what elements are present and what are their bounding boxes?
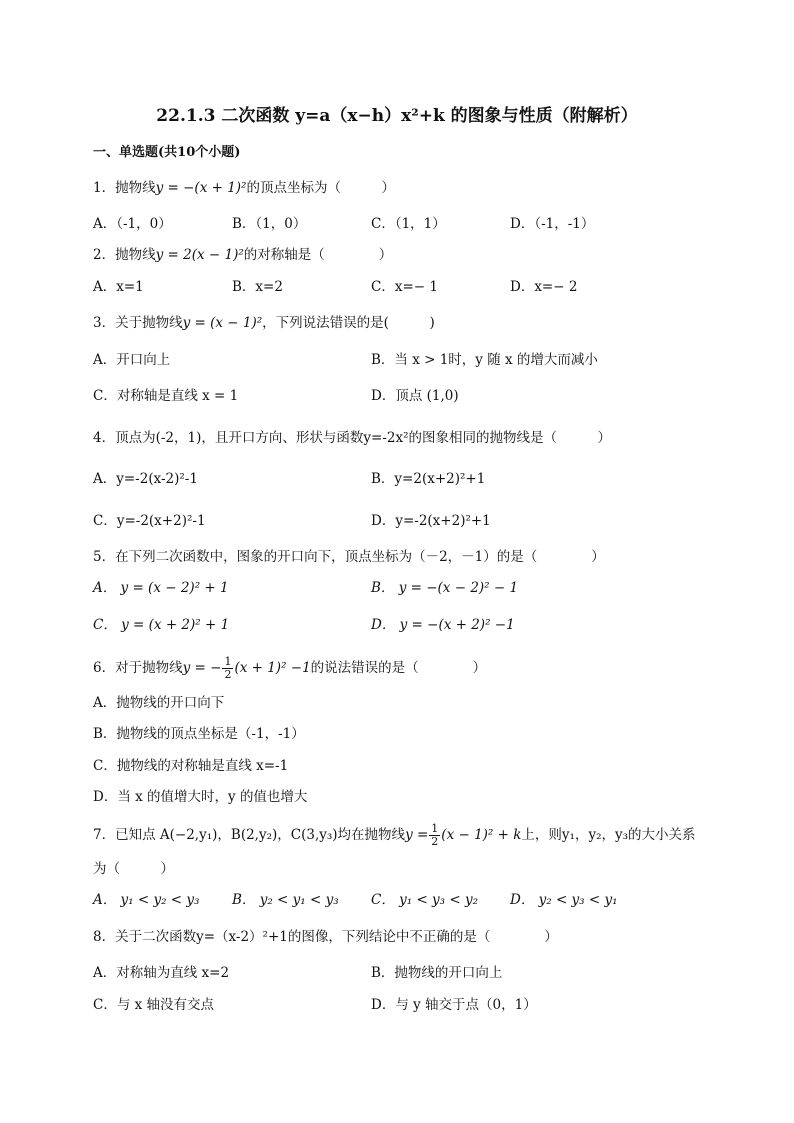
q2-text-post: 的对称轴是（ ）: [243, 247, 393, 263]
q4-option-d[interactable]: D．y=-2(x+2)²+1: [371, 513, 491, 529]
q1-text-post: 的顶点坐标为（ ）: [246, 180, 395, 196]
q7-fraction: [429, 823, 440, 848]
question-7-stem: [93, 823, 696, 848]
q6-formula-a: y = −: [182, 660, 222, 676]
q7-fraction-numerator: 1: [431, 822, 439, 835]
q8-option-d[interactable]: D．与 y 轴交于点（0，1）: [371, 997, 537, 1013]
q3-text-post: ，下列说法错误的是( ): [262, 315, 435, 331]
q7-option-d[interactable]: D． y₂ < y₃ < y₁: [510, 892, 618, 908]
q3-option-a[interactable]: A．开口向上: [93, 352, 171, 368]
q6-formula-b: (x + 1)² −1: [234, 660, 311, 676]
q7-fraction-denominator: 2: [431, 835, 439, 848]
question-4-stem: 4．顶点为(-2，1)，且开口方向、形状与函数y=-2x²的图象相同的抛物线是（ ）: [93, 430, 611, 446]
question-8-stem: 8．关于二次函数y=（x-2）²+1的图像，下列结论中不正确的是（ ）: [93, 929, 558, 945]
q5-option-c[interactable]: C． y = (x + 2)² + 1: [93, 617, 230, 633]
q3-option-c[interactable]: C．对称轴是直线 x = 1: [93, 388, 239, 404]
q6-text-post: 的说法错误的是（ ）: [310, 660, 487, 676]
q7-formula-b: (x − 1)² + k: [441, 827, 522, 843]
question-2-stem: [93, 246, 392, 264]
q7-formula-a: y =: [405, 827, 429, 843]
q7-option-b[interactable]: B． y₂ < y₁ < y₃: [232, 892, 339, 908]
q3-text-pre: 3．关于抛物线: [93, 315, 183, 331]
question-6-stem: [93, 656, 486, 681]
q3-option-b[interactable]: B．当 x > 1时，y 随 x 的增大而减小: [371, 352, 598, 368]
q6-fraction: [222, 656, 233, 681]
q8-option-b[interactable]: B．抛物线的开口向上: [371, 965, 503, 981]
q6-fraction-denominator: 2: [224, 668, 232, 681]
q1-formula: y = −(x + 1)²: [155, 180, 247, 196]
page-title: 22.1.3 二次函数 y=a（x−h）x²+k 的图象与性质（附解析）: [156, 106, 638, 126]
q4-option-b[interactable]: B．y=2(x+2)²+1: [371, 471, 486, 487]
q4-option-c[interactable]: C．y=-2(x+2)²-1: [93, 513, 206, 529]
q8-option-c[interactable]: C．与 x 轴没有交点: [93, 997, 215, 1013]
q1-text-pre: 1．抛物线: [93, 180, 156, 196]
q1-option-b[interactable]: B．（1，0）: [232, 216, 307, 232]
q1-option-c[interactable]: C．（1，1）: [371, 216, 446, 232]
q2-text-pre: 2．抛物线: [93, 247, 156, 263]
q1-option-d[interactable]: D．（-1，-1）: [510, 216, 595, 232]
q6-option-d[interactable]: D．当 x 的值增大时，y 的值也增大: [93, 789, 308, 805]
q5-option-d[interactable]: D． y = −(x + 2)² −1: [371, 617, 515, 633]
q6-option-c[interactable]: C．抛物线的对称轴是直线 x=-1: [93, 758, 289, 774]
q4-option-a[interactable]: A．y=-2(x-2)²-1: [93, 471, 198, 487]
question-3-stem: [93, 314, 435, 332]
q7-text-post: 上，则y₁，y₂，y₃的大小关系: [521, 827, 696, 843]
q3-option-d[interactable]: D．顶点 (1,0): [371, 388, 459, 404]
q5-option-b[interactable]: B． y = −(x − 2)² − 1: [371, 580, 519, 596]
section-heading: 一、单选题(共10个小题): [93, 145, 241, 160]
q6-option-b[interactable]: B．抛物线的顶点坐标是（-1，-1）: [93, 726, 305, 742]
q7-text-pre: 7．已知点 A(−2,y₁)，B(2,y₂)，C(3,y₃)均在抛物线: [93, 827, 406, 843]
q2-formula: y = 2(x − 1)²: [155, 247, 244, 263]
question-7-stem-line2: 为（ ）: [93, 861, 174, 877]
question-5-stem: 5．在下列二次函数中，图象的开口向下，顶点坐标为（－2，－1）的是（ ）: [93, 549, 605, 565]
q8-option-a[interactable]: A．对称轴为直线 x=2: [93, 965, 230, 981]
q2-option-c[interactable]: C．x=− 1: [371, 279, 438, 295]
q2-option-d[interactable]: D．x=− 2: [510, 279, 578, 295]
q7-option-a[interactable]: A． y₁ < y₂ < y₃: [93, 892, 200, 908]
question-1-stem: [93, 179, 395, 197]
q6-text-pre: 6．对于抛物线: [93, 660, 183, 676]
q6-option-a[interactable]: A．抛物线的开口向下: [93, 695, 225, 711]
q2-option-b[interactable]: B．x=2: [232, 279, 283, 295]
q3-formula: y = (x − 1)²: [182, 315, 263, 331]
q7-option-c[interactable]: C． y₁ < y₃ < y₂: [371, 892, 479, 908]
q1-option-a[interactable]: A．（-1，0）: [93, 216, 172, 232]
q2-option-a[interactable]: A．x=1: [93, 279, 144, 295]
q5-option-a[interactable]: A． y = (x − 2)² + 1: [93, 580, 229, 596]
q6-fraction-numerator: 1: [224, 655, 232, 668]
